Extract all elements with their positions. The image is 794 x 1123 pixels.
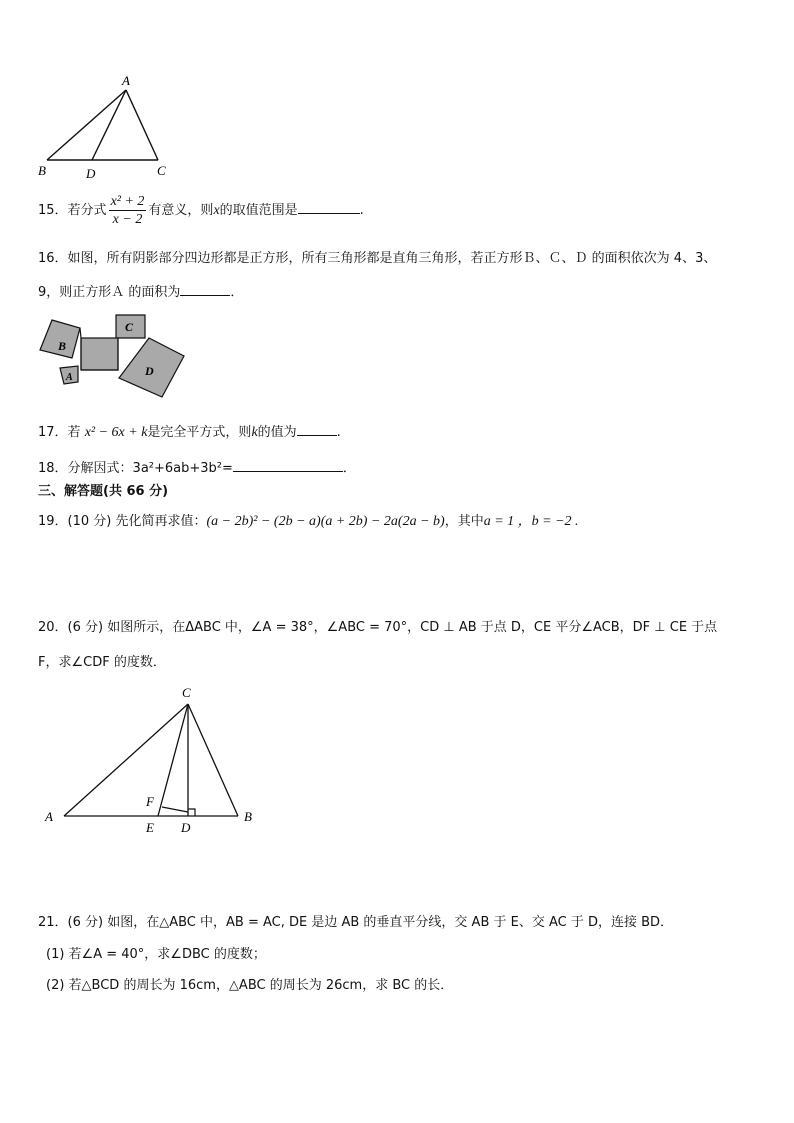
label-B: B	[244, 809, 252, 824]
label-B: B	[58, 339, 67, 353]
label-E: E	[146, 820, 154, 835]
triangle-figure-20	[40, 680, 280, 840]
question-18: 18．分解因式：3a²+6ab+3b²= ．	[38, 457, 356, 478]
label-A: A	[122, 73, 130, 88]
question-20-line2: F，求∠CDF 的度数．	[38, 655, 166, 670]
label-C: C	[157, 163, 166, 178]
fraction: $\frac{\text{x² + 2}}{x - 2}$	[110, 194, 145, 227]
question-16-line1: 16．如图，所有阴影部分四边形都是正方形，所有三角形都是直角三角形，若正方形Ｂ、Ｃ、Ｄ 的面积依次为 4、3、	[38, 251, 717, 266]
answer-blank[interactable]	[297, 421, 337, 436]
label-D: D	[86, 166, 96, 181]
label-B: B	[38, 163, 46, 178]
question-20-line1: 20．(6 分) 如图所示，在ΔABC 中，∠A = 38°，∠ABC = 70°，CD ⊥ AB 于点 D，CE 平分∠ACB，DF ⊥ CE 于点	[38, 620, 718, 635]
question-21-sub1: (1) 若∠A = 40°，求∠DBC 的度数；	[46, 947, 266, 962]
triangle-figure-14	[30, 70, 190, 185]
squares-figure	[36, 312, 196, 402]
answer-blank[interactable]	[298, 199, 360, 214]
question-21-sub2: (2) 若△BCD 的周长为 16cm，△ABC 的周长为 26cm，求 BC 的长．	[46, 978, 454, 993]
label-F: F	[146, 794, 154, 809]
question-17: 17．若 x² − 6x + k是完全平方式，则k的值为 .	[38, 421, 341, 442]
label-A: A	[45, 809, 53, 824]
section-heading: 三、解答题(共 66 分)	[38, 484, 169, 499]
question-16-line2: 9，则正方形Ａ 的面积为 ．	[38, 281, 243, 302]
label-D: D	[145, 364, 154, 378]
question-19: 19．(10 分) 先化简再求值：(a − 2b)² − (2b − a)(a + 2b) − 2a(2a − b)，其中a = 1 ，b = −2 .	[38, 514, 579, 529]
question-21-line1: 21．(6 分) 如图，在△ABC 中，AB = AC, DE 是边 AB 的垂直平分线，交 AB 于 E、交 AC 于 D，连接 BD．	[38, 915, 674, 930]
label-A: A	[66, 372, 73, 383]
label-C: C	[125, 320, 134, 334]
label-C: C	[182, 685, 191, 700]
label-D: D	[181, 820, 191, 835]
question-15: 15．若分式 $\frac{\text{x² + 2}}{x - 2}$ 有意义，则x的取值范围是 .	[38, 194, 364, 227]
answer-blank[interactable]	[233, 457, 343, 472]
answer-blank[interactable]	[180, 281, 230, 296]
